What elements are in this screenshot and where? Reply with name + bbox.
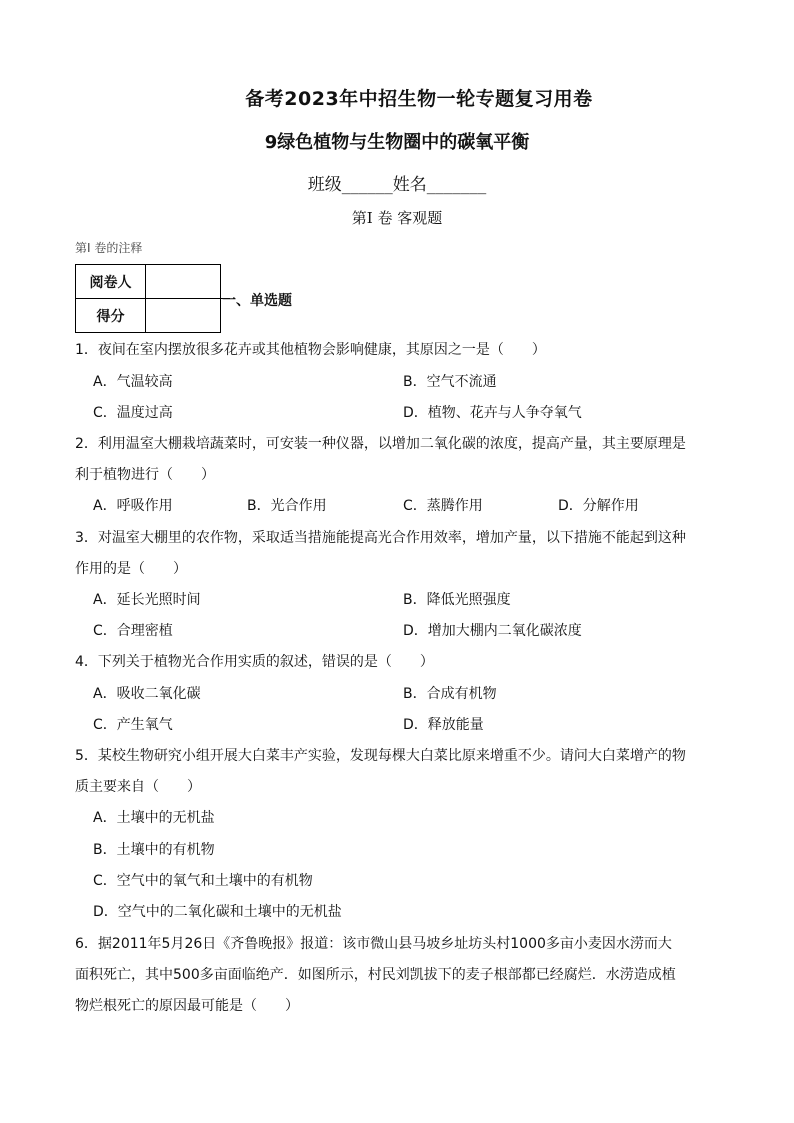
question-3-stem-line-1: 3．对温室大棚里的农作物，采取适当措施能提高光合作用效率，增加产量，以下措施不能起到这种 <box>75 530 686 546</box>
score-table <box>75 264 221 333</box>
question-4-option-a[interactable]: A．吸收二氧化碳 <box>93 686 201 702</box>
question-1-option-d[interactable]: D．植物、花卉与人争夺氧气 <box>403 405 582 421</box>
question-5-option-a[interactable]: A．土壤中的无机盐 <box>93 810 215 826</box>
question-3-option-a[interactable]: A．延长光照时间 <box>93 592 201 608</box>
reviewer-label: 阅卷人 <box>76 265 146 299</box>
question-5-option-d[interactable]: D．空气中的二氧化碳和土壤中的无机盐 <box>93 904 342 920</box>
question-4-stem: 4．下列关于植物光合作用实质的叙述，错误的是（ ） <box>75 654 434 670</box>
question-2-option-d[interactable]: D．分解作用 <box>558 498 639 514</box>
question-5-stem-line-2: 质主要来自（ ） <box>75 779 201 795</box>
question-4-option-b[interactable]: B．合成有机物 <box>403 686 497 702</box>
question-1-option-a[interactable]: A．气温较高 <box>93 374 173 390</box>
question-3-option-c[interactable]: C．合理密植 <box>93 623 173 639</box>
question-2-option-c[interactable]: C．蒸腾作用 <box>403 498 483 514</box>
question-5-option-b[interactable]: B．土壤中的有机物 <box>93 842 215 858</box>
question-2-option-b[interactable]: B．光合作用 <box>247 498 327 514</box>
question-3-stem-line-2: 作用的是（ ） <box>75 561 187 577</box>
question-6-stem-line-2: 面积死亡，其中500多亩面临绝产．如图所示，村民刘凯拔下的麦子根部都已经腐烂．水涝造成植 <box>75 967 676 983</box>
document-title: 备考2023年中招生物一轮专题复习用卷 <box>245 88 593 110</box>
question-5-option-c[interactable]: C．空气中的氧气和土壤中的有机物 <box>93 873 313 889</box>
question-4-option-d[interactable]: D．释放能量 <box>403 717 484 733</box>
section-heading: 第Ⅰ 卷 客观题 <box>351 209 443 227</box>
class-name-line: 班级______姓名_______ <box>307 175 487 195</box>
question-2-stem-line-1: 2．利用温室大棚栽培蔬菜时，可安装一种仪器，以增加二氧化碳的浓度，提高产量，其主要原理是 <box>75 436 686 452</box>
score-label: 得分 <box>76 299 146 333</box>
question-6-stem-line-1: 6．据2011年5月26日《齐鲁晚报》报道：该市微山县马坡乡址坊头村1000多亩小麦因水涝而大 <box>75 936 672 952</box>
question-3-option-d[interactable]: D．增加大棚内二氧化碳浓度 <box>403 623 582 639</box>
score-cell[interactable] <box>146 299 221 333</box>
question-1-option-c[interactable]: C．温度过高 <box>93 405 173 421</box>
question-2-stem-line-2: 利于植物进行（ ） <box>75 467 215 483</box>
question-4-option-c[interactable]: C．产生氧气 <box>93 717 173 733</box>
part-title: 一、单选题 <box>222 293 292 309</box>
section-note: 第Ⅰ 卷的注释 <box>75 241 143 255</box>
question-1-option-b[interactable]: B．空气不流通 <box>403 374 497 390</box>
reviewer-cell[interactable] <box>146 265 221 299</box>
question-5-stem-line-1: 5．某校生物研究小组开展大白菜丰产实验，发现每棵大白菜比原来增重不少。请问大白菜增产的物 <box>75 748 686 764</box>
question-3-option-b[interactable]: B．降低光照强度 <box>403 592 511 608</box>
document-subtitle: 9绿色植物与生物圈中的碳氧平衡 <box>264 132 530 153</box>
question-2-option-a[interactable]: A．呼吸作用 <box>93 498 173 514</box>
question-1-stem: 1．夜间在室内摆放很多花卉或其他植物会影响健康，其原因之一是（ ） <box>75 342 546 358</box>
question-6-stem-line-3: 物烂根死亡的原因最可能是（ ） <box>75 998 299 1014</box>
